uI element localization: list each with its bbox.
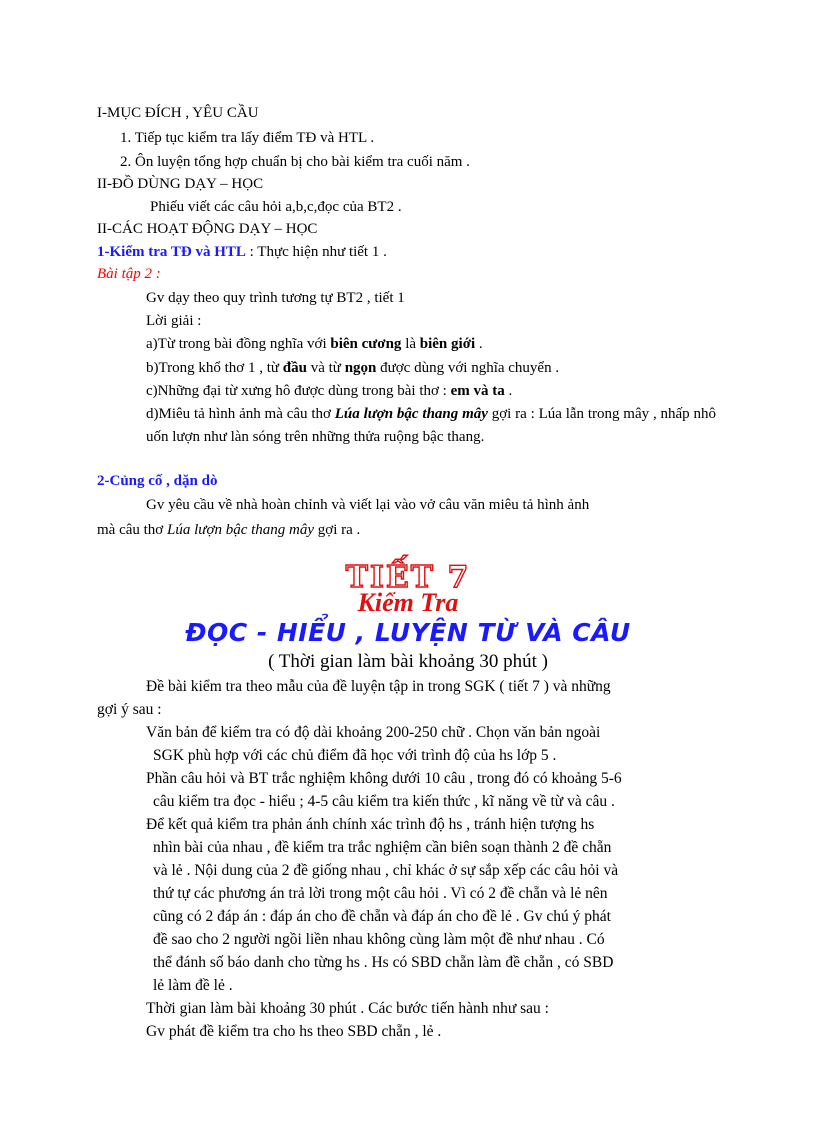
answer-b-bold-1: đầu xyxy=(282,360,307,376)
body-p4d: thứ tự các phương án trả lời trong một câu hỏi . Vì có 2 đề chẵn và lẻ nên xyxy=(153,885,608,902)
answer-c-text-2: . xyxy=(504,383,513,399)
body-p3b: câu kiểm tra đọc - hiểu ; 4-5 câu kiểm tra kiến thức , kĩ năng về từ và câu . xyxy=(153,793,615,810)
body-p4a: Để kết quả kiểm tra phản ánh chính xác trình độ hs , tránh hiện tượng hs xyxy=(146,816,595,833)
answer-b-text: b)Trong khổ thơ 1 , từ xyxy=(146,360,283,376)
body-p2a: Văn bản để kiểm tra có độ dài khoảng 200-250 chữ . Chọn văn bản ngoài xyxy=(146,724,601,741)
answer-d-text-2: gợi ra : Lúa lẫn trong mây , nhấp nhô uốn lượn như làn sóng trên những thửa ruộng bậc thang. xyxy=(146,406,716,445)
answer-b-bold-2: ngọn xyxy=(344,360,377,376)
answer-d-text: d)Miêu tả hình ảnh mà câu thơ xyxy=(146,406,335,422)
answer-c xyxy=(146,381,512,401)
section2-title: II-ĐỒ DÙNG DẠY – HỌC xyxy=(97,176,264,192)
kiemtra-line xyxy=(97,242,387,262)
answer-d xyxy=(146,403,716,449)
body-p4b: nhìn bài của nhau , đề kiểm tra trắc nghiệm cần biên soạn thành 2 đề chẵn xyxy=(153,839,612,856)
body-p4h: lẻ làm đề lẻ . xyxy=(153,977,233,994)
answer-b xyxy=(146,358,559,378)
cungco-text-2 xyxy=(97,520,360,540)
section1-title: I-MỤC ĐÍCH , YÊU CẦU xyxy=(97,105,259,121)
body-p4c: và lẻ . Nội dung của 2 đề giống nhau , chỉ khác ở sự sắp xếp các câu hỏi và xyxy=(153,862,619,879)
body-p4g: thể đánh số báo danh cho từng hs . Hs có SBD chẵn làm đề chẵn , có SBD xyxy=(153,954,614,971)
answer-a-bold-2: biên giới xyxy=(419,336,476,352)
gv-text: Gv dạy theo quy trình tương tự BT2 , tiết 1 xyxy=(146,290,405,306)
answer-a-text-2: là xyxy=(401,336,420,352)
answer-c-bold: em và ta xyxy=(450,383,505,399)
kiemtra-subtitle: Kiểm Tra xyxy=(357,588,459,617)
kiemtra-text: : Thực hiện như tiết 1 . xyxy=(245,244,387,260)
body-p5: Thời gian làm bài khoảng 30 phút . Các bước tiến hành như sau : xyxy=(146,1000,549,1017)
body-p3a: Phần câu hỏi và BT trắc nghiệm không dưới 10 câu , trong đó có khoảng 5-6 xyxy=(146,770,622,787)
kiemtra-label: 1-Kiểm tra TĐ và HTL xyxy=(97,244,246,260)
section1-item-2: 2. Ôn luyện tổng hợp chuẩn bị cho bài kiểm tra cuối năm . xyxy=(120,154,470,170)
cungco-italic: Lúa lượn bậc thang mây xyxy=(167,522,315,538)
cungco-text-1: Gv yêu cầu về nhà hoàn chỉnh và viết lại vào vở câu văn miêu tả hình ảnh xyxy=(146,497,590,513)
answer-a xyxy=(146,334,483,354)
body-p1b: gợi ý sau : xyxy=(97,701,162,718)
answer-a-text-3: . xyxy=(475,336,483,352)
body-p4f: đề sao cho 2 người ngồi liền nhau không cùng làm một đề như nhau . Có xyxy=(153,931,605,948)
section2-text: Phiếu viết các câu hỏi a,b,c,đọc của BT2 . xyxy=(150,199,402,215)
cungco-text-2b: gợi ra . xyxy=(314,522,361,538)
cungco-title: 2-Củng cố , dặn dò xyxy=(97,473,218,489)
body-p2b: SGK phù hợp với các chủ điểm đã học với trình độ của hs lớp 5 . xyxy=(153,747,557,764)
body-p1a: Đề bài kiểm tra theo mẫu của đề luyện tập in trong SGK ( tiết 7 ) và những xyxy=(146,678,611,695)
body-p6: Gv phát đề kiểm tra cho hs theo SBD chẵn , lẻ . xyxy=(146,1023,442,1040)
answer-b-text-3: được dùng với nghĩa chuyển . xyxy=(376,360,560,376)
tiet-title: TIẾT 7 xyxy=(345,560,471,595)
cungco-text-2a: mà câu thơ xyxy=(97,522,167,538)
answer-d-bold: Lúa lượn bậc thang mây xyxy=(334,406,488,422)
answer-a-bold-1: biên cương xyxy=(330,336,402,352)
section3-title: II-CÁC HOẠT ĐỘNG DẠY – HỌC xyxy=(97,221,318,237)
answer-b-text-2: và từ xyxy=(306,360,345,376)
time-note: ( Thời gian làm bài khoảng 30 phút ) xyxy=(268,651,548,672)
lesson-heading: ĐỌC - HIỂU , LUYỆN TỪ VÀ CÂU xyxy=(185,618,631,647)
baitap-label: Bài tập 2 : xyxy=(97,266,161,282)
answer-a-text: a)Từ trong bài đồng nghĩa với xyxy=(146,336,331,352)
section1-item-1: 1. Tiếp tục kiểm tra lấy điểm TĐ và HTL . xyxy=(120,130,375,146)
loigiai-label: Lời giải : xyxy=(146,313,202,329)
answer-c-text: c)Những đại từ xưng hô được dùng trong bài thơ : xyxy=(146,383,451,399)
body-p4e: cũng có 2 đáp án : đáp án cho đề chẵn và đáp án cho đề lẻ . Gv chú ý phát xyxy=(153,908,611,925)
